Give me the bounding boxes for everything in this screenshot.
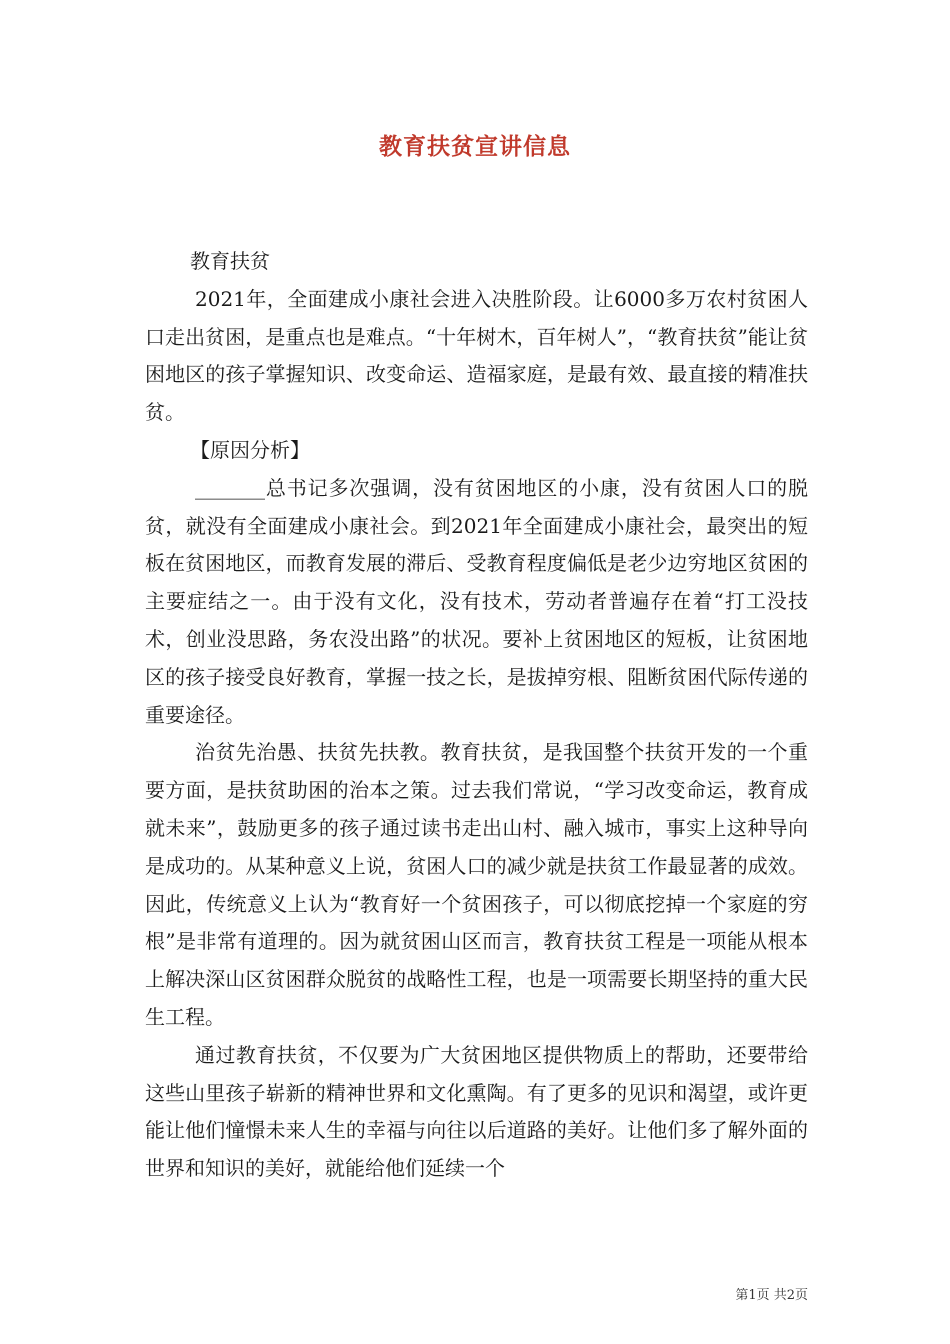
document-title: 教育扶贫宣讲信息: [379, 133, 571, 160]
paragraph-intro: 2021年，全面建成小康社会进入决胜阶段。让6000多万农村贫困人口走出贫困，是重点也是难点。“十年树木，百年树人”，“教育扶贫”能让贫困地区的孩子掌握知识、改变命运、造福家庭，是最有效、最直接的精准扶贫。: [145, 286, 808, 425]
paragraph-analysis: _______总书记多次强调，没有贫困地区的小康，没有贫困人口的脱贫，就没有全面建成小康社会。到2021年全面建成小康社会，最突出的短板在贫困地区，而教育发展的滞后、受教育程度偏低是老少边穷地区贫困的主要症结之一。由于没有文化，没有技术，劳动者普遍存在着“打工没技术，创业没思路，务农没出路”的状况。要补上贫困地区的短板，让贫困地区的孩子接受良好教育，掌握一技之长，是拔掉穷根、阻断贫困代际传递的重要途径。: [145, 475, 808, 727]
paragraph-strategy: 治贫先治愚、扶贫先扶教。教育扶贫，是我国整个扶贫开发的一个重要方面，是扶贫助困的治本之策。过去我们常说，“学习改变命运，教育成就未来”，鼓励更多的孩子通过读书走出山村、融入城市，事实上这种导向是成功的。从某种意义上说，贫困人口的减少就是扶贫工作最显著的成效。因此，传统意义上认为“教育好一个贫困孩子，可以彻底挖掉一个家庭的穷根”是非常有道理的。因为就贫困山区而言，教育扶贫工程是一项能从根本上解决深山区贫困群众脱贫的战略性工程，也是一项需要长期坚持的重大民生工程。: [145, 740, 808, 1029]
section-heading-analysis: 【原因分析】: [190, 437, 310, 462]
section-heading-education: 教育扶贫: [190, 249, 270, 273]
page-number: 第1页 共2页: [735, 1288, 808, 1303]
document-body: [145, 243, 808, 1188]
paragraph-spirit: 通过教育扶贫，不仅要为广大贫困地区提供物质上的帮助，还要带给这些山里孩子崭新的精神世界和文化熏陶。有了更多的见识和渴望，或许更能让他们憧憬未来人生的幸福与向往以后道路的美好。让他们多了解外面的世界和知识的美好，就能给他们延续一个: [145, 1042, 808, 1181]
